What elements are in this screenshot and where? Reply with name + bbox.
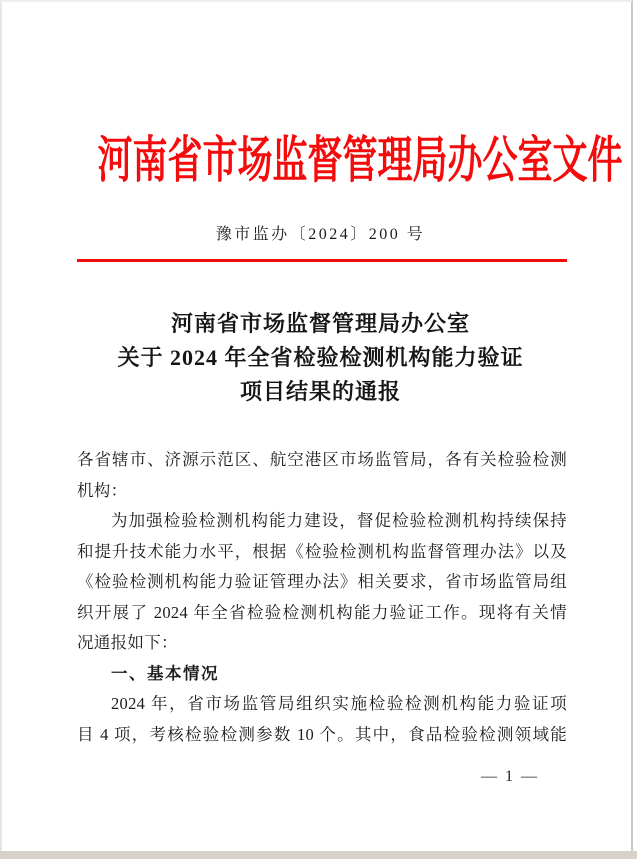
body-line: 一、基本情况 bbox=[111, 664, 219, 683]
page-number: — 1 — bbox=[481, 768, 539, 785]
document-title bbox=[2, 307, 637, 409]
body-line: 织开展了 2024 年全省检验检测机构能力验证工作。现将有关情 bbox=[77, 602, 567, 622]
document-title-line2: 关于 2024 年全省检验检测机构能力验证 bbox=[117, 345, 524, 370]
body-line: 为加强检验检测机构能力建设，督促检验检测机构持续保持 bbox=[111, 511, 567, 530]
page-bottom-edge bbox=[0, 851, 637, 859]
body-line: 和提升技术能力水平，根据《检验检测机构监督管理办法》以及 bbox=[77, 541, 567, 561]
document-title-line3: 项目结果的通报 bbox=[239, 379, 401, 404]
body-line: 机构： bbox=[77, 480, 128, 500]
document-number: 豫市监办〔2024〕200 号 bbox=[215, 226, 426, 243]
document-title-line1: 河南省市场监督管理局办公室 bbox=[170, 311, 470, 336]
red-divider-line bbox=[77, 259, 567, 262]
body-line: 况通报如下： bbox=[77, 633, 178, 652]
document-body bbox=[77, 445, 567, 750]
body-line: 目 4 项，考核检验检测参数 10 个。其中，食品检验检测领域能 bbox=[77, 724, 567, 744]
body-line: 《检验检测机构能力验证管理办法》相关要求，省市场监管局组 bbox=[77, 572, 567, 591]
body-line: 各省辖市、济源示范区、航空港区市场监管局，各有关检验检测 bbox=[77, 450, 567, 469]
document-red-banner: 河南省市场监督管理局办公室文件 bbox=[97, 132, 623, 188]
body-line: 2024 年，省市场监管局组织实施检验检测机构能力验证项 bbox=[111, 694, 567, 713]
